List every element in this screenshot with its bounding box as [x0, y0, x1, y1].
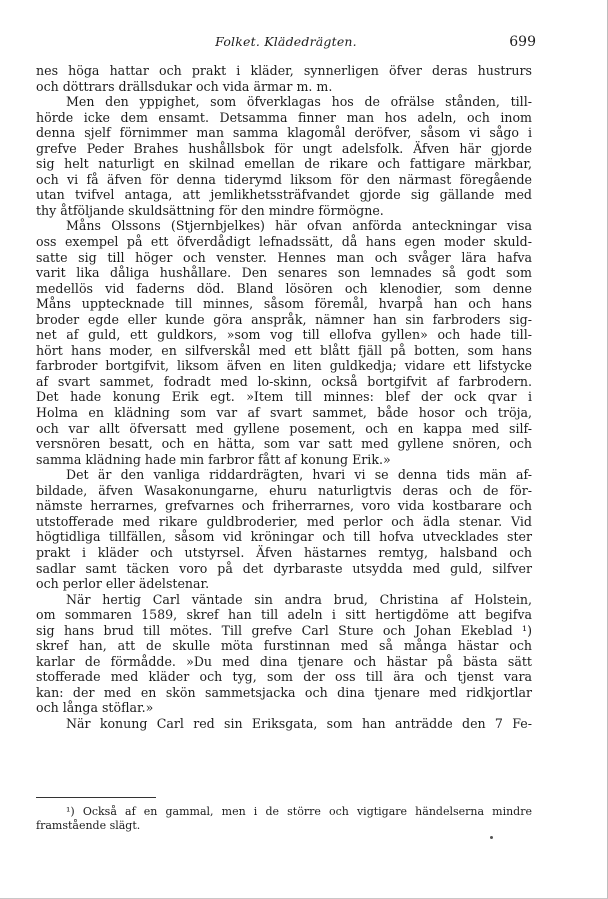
text-line: versnören besatt, och en hätta, som var satt med gyllene snören, och — [36, 436, 532, 452]
text-line: medellös vid faderns död. Bland lösören och klenodier, som denne — [36, 280, 532, 296]
scan-speck — [490, 836, 493, 839]
text-line: Måns upptecknade till minnes, såsom föremål, hvarpå han och hans — [36, 296, 532, 312]
footnote-line: framstående slägt. — [36, 819, 141, 832]
text-line: skref han, att de skulle möta furstinnan med så många hästar och — [36, 638, 532, 654]
running-head — [36, 34, 536, 54]
text-line: Men den yppighet, som öfverklagas hos de ofrälse stånden, till- — [66, 94, 532, 110]
text-line: sadlar samt täcken voro på det dyrbaraste utsydda med guld, silfver — [36, 560, 532, 576]
text-line: och döttrars drällsdukar och vida ärmar m. m. — [36, 78, 333, 94]
text-line: varit lika dåliga hushållare. Den senares son lemnades så godt som — [36, 265, 532, 281]
text-line: stofferade med kläder och tyg, som der oss till ära och tjenst vara — [36, 669, 532, 685]
text-line: grefve Peder Brahes hushållsbok för ungt adelsfolk. Äfven här gjorde — [36, 140, 532, 156]
text-line: och var allt öfversatt med gyllene posement, och en kappa med silf- — [36, 420, 532, 436]
text-line: karlar de förmådde. »Du med dina tjenare och hästar på bästa sätt — [36, 653, 532, 669]
text-line: Det hade konung Erik egt. »Item till minnes: blef der ock qvar i — [36, 389, 532, 405]
text-line: farbroder bortgifvit, liksom äfven en liten guldkedja; vidare ett lifstycke — [36, 358, 532, 374]
text-line: samma klädning hade min farbror fått af konung Erik.» — [36, 451, 391, 467]
text-line: nes höga hattar och prakt i kläder, synnerligen öfver deras hustrurs — [36, 63, 532, 78]
text-line: sig helt naturligt en skilnad emellan de rikare och fattigare märkbar, — [36, 156, 532, 172]
text-line: thy åtföljande skuldsättning för den mindre förmögne. — [36, 202, 384, 218]
text-line: satte sig till höger och venster. Hennes man och svåger lära hafva — [36, 249, 532, 265]
text-line: denna sjelf förnimmer man samma klagomål deröfver, såsom vi sågo i — [36, 125, 532, 141]
text-line: utstofferade med rikare guldbroderier, med perlor och ädla stenar. Vid — [36, 513, 532, 529]
text-line: När konung Carl red sin Eriksgata, som han anträdde den 7 Fe- — [66, 715, 532, 731]
text-line: och vi få äfven för denna tiderymd liksom för den närmast föregående — [36, 171, 532, 187]
text-line: kan: der med en skön sammetsjacka och dina tjenare med ridkjortlar — [36, 684, 532, 700]
running-title: Folket. Klädedrägten. — [215, 34, 357, 49]
footnote-line: ¹) Också af en gammal, men i de större och vigtigare händelserna mindre — [66, 805, 532, 818]
text-line: Holma en klädning som var af svart sammet, både hosor och tröja, — [36, 405, 532, 421]
text-line: Måns Olssons (Stjernbjelkes) här ofvan anförda anteckningar visa — [66, 218, 532, 234]
text-line: hört hans moder, en silfverskål med ett blått fjäll på botten, som hans — [36, 342, 532, 358]
footnotes — [36, 805, 532, 833]
text-line: hörde icke dem ensamt. Detsamma finner man hos adeln, och inom — [36, 109, 532, 125]
text-line: prakt i kläder och utstyrsel. Äfven hästarnes remtyg, halsband och — [36, 544, 532, 560]
text-line: broder egde eller kunde göra anspråk, nämner han sin farbroders sig- — [36, 311, 532, 327]
text-line: och långa stöflar.» — [36, 700, 154, 716]
text-line: bildade, äfven Wasakonungarne, ehuru naturligtvis deras och de för- — [36, 482, 532, 498]
text-line: net af guld, ett guldkors, »som vog till ellofva gyllen» och hade till- — [36, 327, 532, 343]
text-line: sig hans brud till mötes. Till grefve Carl Sture och Johan Ekeblad ¹) — [36, 622, 532, 638]
body-text — [36, 63, 532, 732]
text-line: och perlor eller ädelstenar. — [36, 576, 210, 592]
text-line: oss exempel på ett öfverdådigt lefnadssätt, då hans egen moder skuld- — [36, 234, 532, 250]
page-number: 699 — [509, 34, 536, 50]
text-line: högtidliga tillfällen, såsom vid kröningar och till hofva utvecklades ster — [36, 529, 532, 545]
footnote-rule — [36, 797, 156, 798]
text-line: Det är den vanliga riddardrägten, hvari vi se denna tids män af- — [66, 467, 532, 483]
text-line: af svart sammet, fodradt med lo-skinn, också bortgifvit af farbrodern. — [36, 373, 532, 389]
text-line: nämste herrarnes, grefvarnes och friherrarnes, voro vida kostbarare och — [36, 498, 532, 514]
text-line: utan tvifvel antaga, att jemlikhetssträfvandet gjorde sig gällande med — [36, 187, 532, 203]
text-line: När hertig Carl väntade sin andra brud, Christina af Holstein, — [66, 591, 532, 607]
text-line: om sommaren 1589, skref han till adeln i sitt hertigdöme att begifva — [36, 607, 532, 623]
